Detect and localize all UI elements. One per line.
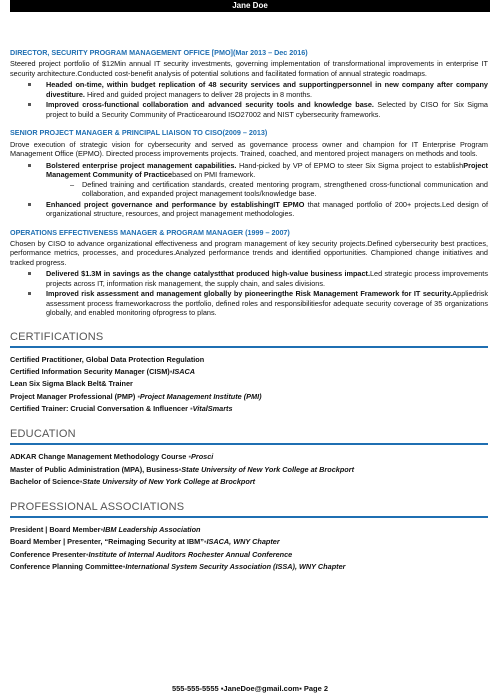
- item-org: ISACA, WNY Chapter: [206, 537, 280, 547]
- item-org: Project Management Institute (PMI): [139, 391, 262, 401]
- certifications-list: [10, 354, 488, 415]
- item-org: VitalSmarts: [192, 403, 233, 413]
- item-org: Prosci: [190, 452, 214, 462]
- bullet-bold: Improved risk assessment and management globally by pioneeringthe Risk Management Framework for IT security.: [46, 289, 453, 299]
- item-name: Project Manager Professional (PMP): [10, 391, 138, 401]
- job-summary: Chosen by CISO to advance organizational effectiveness and program management of key security projects.Defined cybersecurity best practices, performance metrics, processes, and procedures.Analyzed performance trends and identified opportunities. Championed change initiatives and tracked progress.: [10, 238, 488, 267]
- item-name: President | Board Member: [10, 525, 101, 535]
- bullet-text: Selected by CISO for Six Sigma project to build a Security Community of Practicearound ISO27002 and NIST cybersecurity frameworks.: [46, 100, 488, 119]
- item-name: Conference Planning Committee: [10, 561, 123, 571]
- separator-icon: ▪: [122, 561, 126, 571]
- job-summary: Steered project portfolio of $12Min annual IT security investments, governing implementation of transformational improvements in enterprise IT security architecture.Conducted cost-benefit analysis of potential solutions and facilitated formation of annual strategic roadmaps.: [10, 59, 488, 78]
- list-item: [10, 464, 488, 476]
- page-footer: 555-555-5555 ▪JaneDoe@gmail.com▪ Page 2: [171, 684, 329, 694]
- list-item: [10, 161, 488, 199]
- list-item: [10, 354, 488, 366]
- item-name: Lean Six Sigma Black Belt& Trainer: [10, 379, 133, 389]
- list-item: [10, 80, 488, 99]
- sub-bullets: [46, 180, 488, 199]
- item-org: IBM Leadership Association: [103, 525, 201, 535]
- separator-icon: ▪: [137, 391, 140, 401]
- separator-icon: ▪: [178, 464, 182, 474]
- item-name: Board Member | Presenter, “Reimaging Security at IBM”: [10, 537, 204, 547]
- separator-icon: ▪: [190, 403, 193, 413]
- bullet-text: Hired and guided project managers to deliver 28 projects in 8 months.: [84, 89, 313, 99]
- bullet-bold: Headed on-time, within budget replication of 48 security services and supportingpersonnel in new company after company divestiture.: [46, 80, 488, 99]
- bullet-text: based on PMI framework.: [172, 170, 256, 180]
- list-item: [10, 289, 488, 317]
- item-name: Certified Information Security Manager (CISM): [10, 367, 170, 377]
- section-heading-certifications: CERTIFICATIONS: [10, 330, 488, 348]
- job-title: SENIOR PROJECT MANAGER & PRINCIPAL LIAISON TO CISO(2009 – 2013): [10, 128, 268, 138]
- job-title: OPERATIONS EFFECTIVENESS MANAGER & PROGRAM MANAGER (1999 – 2007): [10, 227, 290, 237]
- item-org: State University of New York College at Brockport: [181, 464, 355, 474]
- list-item: [10, 549, 488, 561]
- separator-icon: ▪: [100, 525, 104, 535]
- bullet-text: Hand-picked by VP of EPMO to steer Six Sigma project to establish: [236, 160, 464, 170]
- item-org: Institute of Internal Auditors Rochester Annual Conference: [88, 549, 293, 559]
- item-org: State University of New York College at Brockport: [82, 476, 256, 486]
- item-name: Bachelor of Science: [10, 476, 80, 486]
- list-item: [10, 100, 488, 119]
- item-name: Master of Public Administration (MPA), Business: [10, 464, 179, 474]
- job-bullets: [10, 269, 488, 317]
- section-heading-education: EDUCATION: [10, 427, 488, 445]
- bullet-text: that managed portfolio of 200+ projects.Led design of organizational structure, resources, and project management methodologies.: [46, 199, 489, 219]
- bullet-bold: Project Management Community of Practice: [46, 160, 488, 180]
- separator-icon: ▪: [85, 549, 89, 559]
- bullet-bold: Delivered $1.3M in savings as the change catalystthat produced high-value business impact.: [46, 269, 370, 279]
- job-summary: Drove execution of strategic vision for cybersecurity and served as governance process owner and champion for IT Enterprise Program Management Office (EPMO). Directed process improvements projects. Trained, coached, and mentored project managers on methods and tools.: [10, 139, 488, 159]
- bullet-text: Led strategic process improvements projects across IT, information risk management, the supply chain, and sales divisions.: [46, 269, 488, 288]
- separator-icon: ▪: [79, 476, 83, 486]
- list-item: [10, 403, 488, 415]
- list-item: [10, 561, 488, 573]
- list-item: [10, 391, 488, 403]
- list-item: [10, 476, 488, 488]
- separator-icon: ▪: [203, 537, 207, 547]
- job-title: DIRECTOR, SECURITY PROGRAM MANAGEMENT OFFICE [PMO](Mar 2013 – Dec 2016): [10, 48, 308, 57]
- bullet-bold: Enhanced project governance and performance by establishingIT EPMO: [46, 199, 305, 209]
- list-item: [10, 366, 488, 378]
- education-list: [10, 451, 488, 488]
- bullet-text: Appliedrisk assessment process frameworkacross the portfolio, defined roles and responsibilitiesfor adequate security coverage of 35 organizations globally, and enabled monitoring ofprogress to plans.: [46, 289, 488, 318]
- job-bullets: [10, 80, 488, 119]
- item-org: International System Security Association (ISSA), WNY Chapter: [125, 561, 346, 571]
- item-org: ISACA: [172, 367, 196, 377]
- list-item: [10, 451, 488, 463]
- bullet-bold: Improved cross-functional collaboration and advanced security tools and knowledge base.: [46, 100, 374, 110]
- list-item: [10, 524, 488, 536]
- item-name: Certified Trainer: Crucial Conversation & Influencer: [10, 403, 191, 413]
- job-bullets: [10, 161, 488, 219]
- list-item: [10, 378, 488, 390]
- list-item: [10, 536, 488, 548]
- separator-icon: ▪: [188, 452, 191, 462]
- item-name: Certified Practitioner, Global Data Protection Regulation: [10, 355, 205, 365]
- list-item: [10, 269, 488, 288]
- name-header: Jane Doe: [10, 0, 490, 12]
- separator-icon: ▪: [169, 367, 173, 377]
- item-name: Conference Presenter: [10, 549, 86, 559]
- resume-content: [10, 48, 488, 573]
- list-item: [10, 200, 488, 219]
- sub-list-item: – Defined training and certification standards, created mentoring program, strengthened cross-functional communication and collaboration, and expanded project management tools/knowledge base.: [46, 180, 488, 199]
- associations-list: [10, 524, 488, 573]
- bullet-bold: Bolstered enterprise project management capabilities.: [46, 160, 237, 170]
- section-heading-associations: PROFESSIONAL ASSOCIATIONS: [10, 500, 488, 518]
- item-name: ADKAR Change Management Methodology Course: [10, 452, 189, 462]
